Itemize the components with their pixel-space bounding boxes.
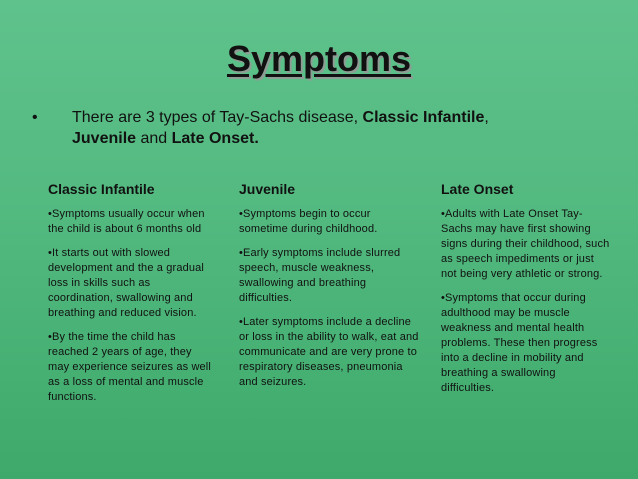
slide-title: Symptoms	[226, 38, 412, 79]
column-classic-infantile	[48, 180, 216, 414]
column-point: •Symptoms begin to occur sometime during childhood.	[239, 208, 378, 235]
column-point: •Symptoms usually occur when the child is about 6 months old	[48, 208, 205, 235]
intro-type-juvenile: Juvenile	[72, 130, 137, 147]
column-point: •Later symptoms include a decline or loss in the ability to walk, eat and communicate and are very prone to respiratory diseases, pneumonia and seizures.	[239, 316, 419, 388]
column-late-onset	[441, 180, 611, 405]
intro-separator-2: and	[136, 130, 172, 147]
intro-type-late-onset: Late Onset.	[171, 130, 259, 147]
column-heading: Late Onset	[441, 181, 514, 197]
intro-separator-1: ,	[484, 109, 489, 126]
intro-lead: There are 3 types of Tay-Sachs disease,	[72, 109, 363, 126]
column-point: •Symptoms that occur during adulthood may be muscle weakness and mental health problems. These then progress into a decline in mobility and breathing a swallowing difficulties.	[441, 292, 598, 394]
column-point: •By the time the child has reached 2 years of age, they may experience seizures as well as a loss of mental and muscle functions.	[48, 331, 211, 403]
column-point: •It starts out with slowed development and the a gradual loss in skills such as coordination, swallowing and breathing and reduced vision.	[48, 247, 205, 319]
column-juvenile	[239, 180, 421, 399]
bullet-icon: •	[32, 109, 38, 126]
column-heading: Classic Infantile	[48, 181, 155, 197]
intro-text	[72, 107, 602, 149]
column-point: •Early symptoms include slurred speech, muscle weakness, swallowing and breathing difficulties.	[239, 247, 401, 304]
column-heading: Juvenile	[239, 181, 296, 197]
intro-bullet	[32, 107, 602, 149]
column-point: •Adults with Late Onset Tay-Sachs may have first showing signs during their childhood, such as speech impediments or just not being very athletic or strong.	[441, 208, 610, 280]
intro-type-classic-infantile: Classic Infantile	[362, 109, 485, 126]
